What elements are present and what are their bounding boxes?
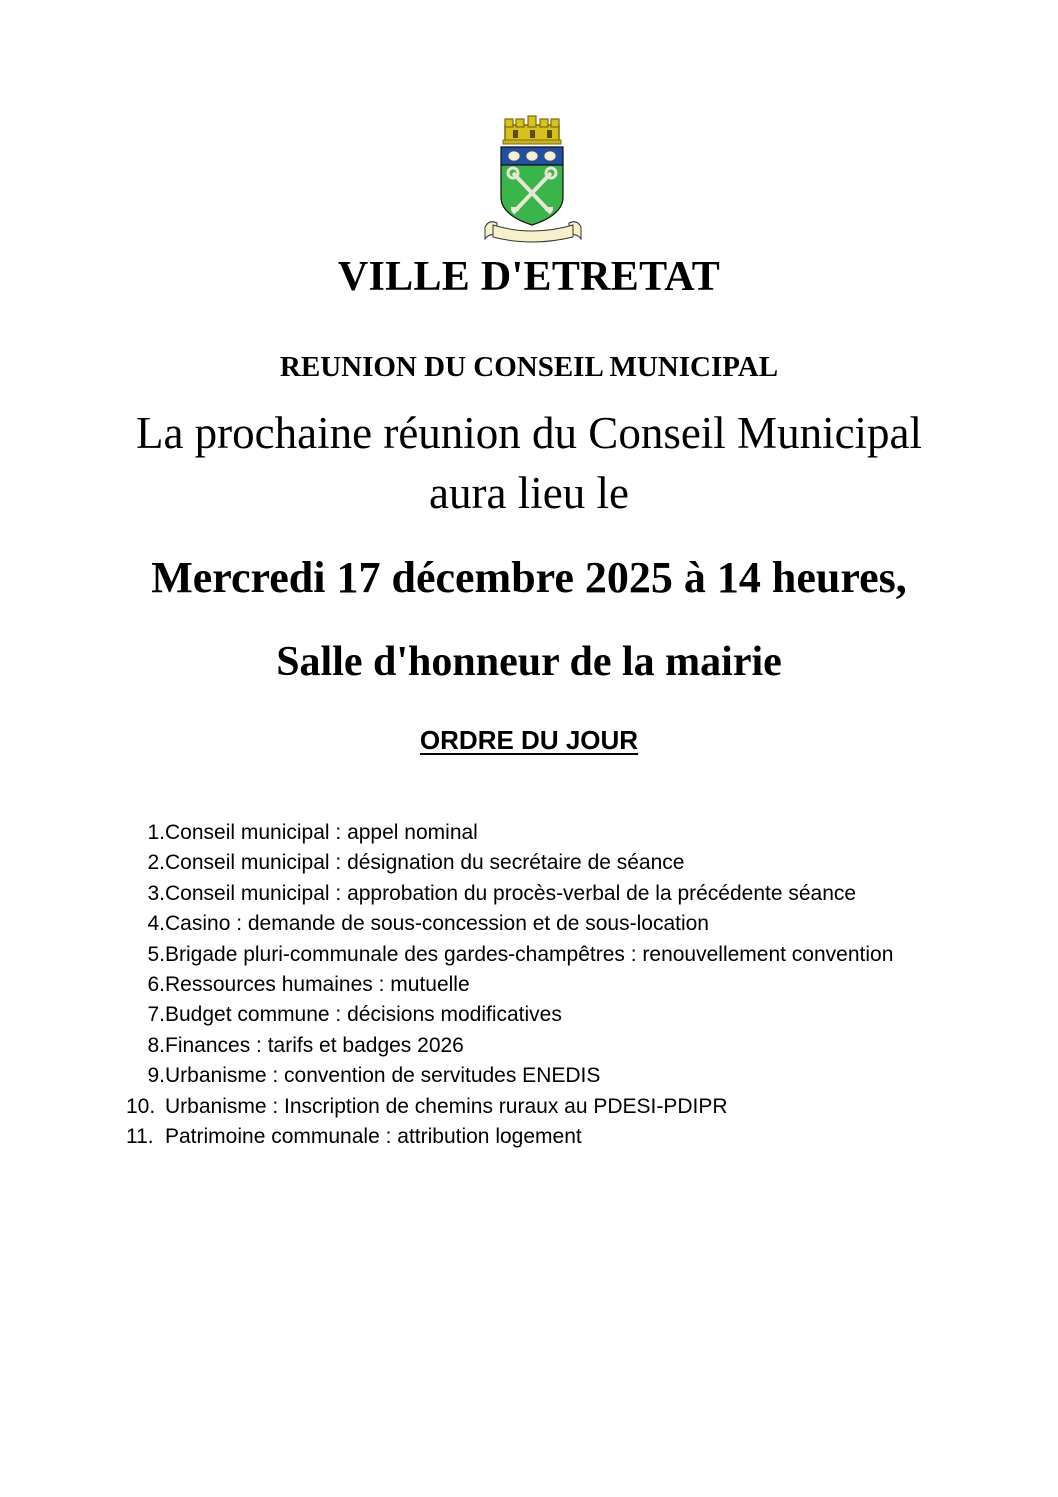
agenda-item: [126, 1092, 926, 1122]
agenda-item-number: 1.: [147, 821, 165, 844]
meeting-intro-line-2: aura lieu le: [429, 468, 629, 518]
agenda-item-number: 9.: [147, 1064, 165, 1088]
agenda-item: [126, 940, 926, 970]
agenda-item-text: Casino : demande de sous-concession et de sous-location: [165, 912, 709, 936]
agenda-item: [126, 1000, 926, 1030]
agenda-item-number: 2.: [147, 851, 165, 875]
meeting-intro-line-1: La prochaine réunion du Conseil Municipal: [135, 408, 923, 458]
meeting-venue: Salle d'honneur de la mairie: [276, 639, 782, 685]
agenda-item: [126, 1061, 926, 1091]
agenda-item-text: Urbanisme : Inscription de chemins ruraux au PDESI-PDIPR: [165, 1094, 728, 1118]
agenda-item-text: Finances : tarifs et badges 2026: [165, 1033, 464, 1057]
agenda-item-number: 10.: [126, 1094, 156, 1118]
agenda-item-text: Patrimoine communale : attribution logement: [165, 1125, 582, 1149]
agenda-item: [126, 1122, 926, 1152]
agenda-item-text: Urbanisme : convention de servitudes ENEDIS: [165, 1064, 601, 1088]
agenda-item-text: Conseil municipal : désignation du secrétaire de séance: [165, 851, 685, 875]
agenda-item: [126, 848, 926, 878]
agenda-item: [126, 970, 926, 1000]
agenda-item-text: Brigade pluri-communale des gardes-champêtres : renouvellement convention: [165, 942, 894, 966]
agenda-list: [126, 818, 926, 1152]
agenda-item: [126, 818, 926, 848]
town-name: VILLE D'ETRETAT: [337, 254, 721, 300]
agenda-item-number: 3.: [147, 881, 165, 905]
agenda-item-number: 8.: [147, 1033, 165, 1057]
meeting-date: Mercredi 17 décembre 2025 à 14 heures,: [151, 553, 907, 602]
agenda-item: [126, 879, 926, 909]
agenda-item-text: Conseil municipal : approbation du procès-verbal de la précédente séance: [165, 881, 857, 905]
agenda-item-number: 4.: [147, 912, 165, 936]
agenda-item: [126, 1031, 926, 1061]
agenda-item-number: 11.: [126, 1125, 154, 1149]
agenda-item-text: Budget commune : décisions modificatives: [165, 1003, 562, 1027]
agenda-item: [126, 909, 926, 939]
meeting-heading: REUNION DU CONSEIL MUNICIPAL: [279, 351, 779, 383]
agenda-title: ORDRE DU JOUR: [419, 725, 639, 755]
agenda-item-text: Ressources humaines : mutuelle: [165, 973, 470, 997]
agenda-item-text: Conseil municipal : appel nominal: [165, 821, 478, 844]
agenda-item-number: 7.: [147, 1003, 165, 1027]
agenda-item-number: 5.: [147, 942, 165, 966]
agenda-item-number: 6.: [147, 973, 165, 997]
town-coat-of-arms-icon: [483, 115, 583, 247]
